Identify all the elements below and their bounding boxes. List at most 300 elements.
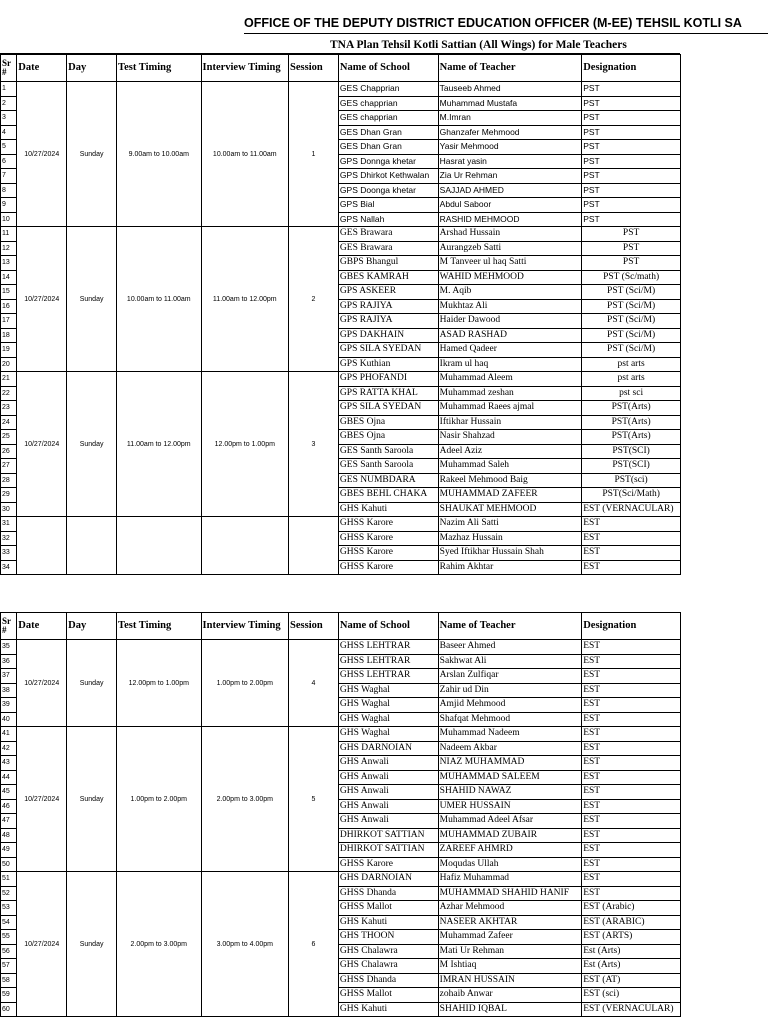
school-cell: GPS Bial: [338, 198, 438, 213]
designation-cell: PST: [582, 111, 681, 126]
sr-cell: 44: [1, 770, 17, 785]
designation-cell: PST: [582, 125, 681, 140]
school-cell: GHS DARNOIAN: [338, 741, 438, 756]
school-cell: GHSS Karore: [338, 531, 438, 546]
designation-cell: EST (ARABIC): [582, 915, 681, 930]
sr-cell: 1: [1, 82, 17, 97]
designation-cell: PST: [582, 198, 681, 213]
day-cell: Sunday: [67, 727, 117, 872]
teacher-cell: Rahim Akhtar: [438, 560, 582, 575]
header-day: Day: [67, 55, 117, 82]
teacher-cell: Rakeel Mehmood Baig: [438, 473, 582, 488]
header-school: Name of School: [338, 55, 438, 82]
designation-cell: PST(Arts): [582, 430, 681, 445]
school-cell: GHS Kahuti: [338, 1002, 438, 1017]
designation-cell: Est (Arts): [582, 959, 681, 974]
designation-cell: PST(SCI): [582, 459, 681, 474]
header-sr: Sr #: [1, 613, 17, 640]
school-cell: DHIRKOT SATTIAN: [338, 843, 438, 858]
day-cell: Sunday: [67, 227, 117, 372]
teacher-cell: Azhar Mehmood: [438, 901, 582, 916]
school-cell: GES Chapprian: [338, 82, 438, 97]
day-cell: [67, 517, 117, 575]
designation-cell: EST: [582, 546, 681, 561]
sr-cell: 42: [1, 741, 17, 756]
designation-cell: PST: [582, 96, 681, 111]
sr-cell: 60: [1, 1002, 17, 1017]
teacher-cell: M Tanveer ul haq Satti: [438, 256, 582, 271]
sr-cell: 23: [1, 401, 17, 416]
teacher-cell: UMER HUSSAIN: [438, 799, 582, 814]
school-cell: GBES Ojna: [338, 430, 438, 445]
teacher-cell: Shafqat Mehmood: [438, 712, 582, 727]
date-cell: 10/27/2024: [17, 227, 67, 372]
sr-cell: 5: [1, 140, 17, 155]
test-timing-cell: 12.00pm to 1.00pm: [117, 640, 201, 727]
school-cell: GPS Doonga khetar: [338, 183, 438, 198]
teacher-cell: Zahir ud Din: [438, 683, 582, 698]
schedule-table-page-1: [0, 54, 681, 575]
teacher-cell: SAJJAD AHMED: [438, 183, 582, 198]
table-row: [1, 872, 681, 887]
sr-cell: 11: [1, 227, 17, 242]
sr-cell: 35: [1, 640, 17, 655]
table-row: [1, 517, 681, 532]
header-test-timing: Test Timing: [117, 55, 201, 82]
sr-cell: 20: [1, 357, 17, 372]
teacher-cell: Nadeem Akbar: [438, 741, 582, 756]
header-teacher: Name of Teacher: [438, 613, 582, 640]
sr-cell: 52: [1, 886, 17, 901]
designation-cell: EST: [582, 669, 681, 684]
designation-cell: EST: [582, 770, 681, 785]
designation-cell: EST: [582, 698, 681, 713]
sr-cell: 31: [1, 517, 17, 532]
teacher-cell: M. Aqib: [438, 285, 582, 300]
day-cell: Sunday: [67, 372, 117, 517]
designation-cell: PST: [582, 154, 681, 169]
date-cell: 10/27/2024: [17, 372, 67, 517]
school-cell: GES Dhan Gran: [338, 140, 438, 155]
header-date: Date: [17, 613, 67, 640]
date-cell: [17, 517, 67, 575]
school-cell: GHSS Mallot: [338, 988, 438, 1003]
sr-cell: 18: [1, 328, 17, 343]
header-designation: Designation: [582, 55, 681, 82]
school-cell: GHS Kahuti: [338, 502, 438, 517]
designation-cell: EST (ARTS): [582, 930, 681, 945]
school-cell: GPS SILA SYEDAN: [338, 343, 438, 358]
teacher-cell: Muhammad Zafeer: [438, 930, 582, 945]
designation-cell: PST: [582, 256, 681, 271]
school-cell: GPS RATTA KHAL: [338, 386, 438, 401]
sr-cell: 34: [1, 560, 17, 575]
test-timing-cell: [117, 517, 201, 575]
sr-cell: 36: [1, 654, 17, 669]
session-cell: 1: [289, 82, 339, 227]
table-row: [1, 227, 681, 242]
test-timing-cell: 2.00pm to 3.00pm: [117, 872, 201, 1017]
sr-cell: 39: [1, 698, 17, 713]
designation-cell: EST: [582, 727, 681, 742]
test-timing-cell: 9.00am to 10.00am: [117, 82, 201, 227]
school-cell: GHSS Karore: [338, 546, 438, 561]
designation-cell: PST: [582, 140, 681, 155]
teacher-cell: Ikram ul haq: [438, 357, 582, 372]
school-cell: GHS Waghal: [338, 698, 438, 713]
table-row: [1, 640, 681, 655]
interview-timing-cell: 3.00pm to 4.00pm: [201, 872, 289, 1017]
teacher-cell: ZAREEF AHMRD: [438, 843, 582, 858]
school-cell: GES Brawara: [338, 241, 438, 256]
interview-timing-cell: 11.00am to 12.00pm: [201, 227, 289, 372]
sr-cell: 25: [1, 430, 17, 445]
designation-cell: EST: [582, 857, 681, 872]
sr-cell: 38: [1, 683, 17, 698]
school-cell: GPS SILA SYEDAN: [338, 401, 438, 416]
teacher-cell: Amjid Mehmood: [438, 698, 582, 713]
school-cell: GHSS LEHTRAR: [338, 669, 438, 684]
header-day: Day: [67, 613, 117, 640]
designation-cell: PST: [582, 241, 681, 256]
designation-cell: PST: [582, 212, 681, 227]
school-cell: GES Brawara: [338, 227, 438, 242]
table-header-row: [1, 613, 681, 640]
school-cell: GHS Anwali: [338, 799, 438, 814]
table-header-row: [1, 55, 681, 82]
teacher-cell: Iftikhar Hussain: [438, 415, 582, 430]
school-cell: GHS Waghal: [338, 727, 438, 742]
school-cell: GPS PHOFANDI: [338, 372, 438, 387]
designation-cell: PST (Sc/math): [582, 270, 681, 285]
school-cell: GES Santh Saroola: [338, 459, 438, 474]
teacher-cell: Arshad Hussain: [438, 227, 582, 242]
teacher-cell: Muhammad Nadeem: [438, 727, 582, 742]
school-cell: GHS Chalawra: [338, 944, 438, 959]
session-cell: [289, 517, 339, 575]
teacher-cell: Tauseeb Ahmed: [438, 82, 582, 97]
sr-cell: 40: [1, 712, 17, 727]
designation-cell: EST (VERNACULAR): [582, 1002, 681, 1017]
sr-cell: 58: [1, 973, 17, 988]
designation-cell: PST: [582, 227, 681, 242]
session-cell: 5: [289, 727, 339, 872]
sr-cell: 19: [1, 343, 17, 358]
test-timing-cell: 1.00pm to 2.00pm: [117, 727, 201, 872]
designation-cell: EST: [582, 560, 681, 575]
sr-cell: 28: [1, 473, 17, 488]
designation-cell: PST: [582, 82, 681, 97]
teacher-cell: Syed Iftikhar Hussain Shah: [438, 546, 582, 561]
day-cell: Sunday: [67, 872, 117, 1017]
school-cell: GHS Kahuti: [338, 915, 438, 930]
school-cell: GHS DARNOIAN: [338, 872, 438, 887]
teacher-cell: Ghanzafer Mehmood: [438, 125, 582, 140]
sr-cell: 24: [1, 415, 17, 430]
test-timing-cell: 10.00am to 11.00am: [117, 227, 201, 372]
teacher-cell: Muhammad Adeel Afsar: [438, 814, 582, 829]
designation-cell: EST: [582, 531, 681, 546]
teacher-cell: Hafiz Muhammad: [438, 872, 582, 887]
teacher-cell: NIAZ MUHAMMAD: [438, 756, 582, 771]
designation-cell: PST: [582, 169, 681, 184]
school-cell: GBES Ojna: [338, 415, 438, 430]
teacher-cell: SHAHID NAWAZ: [438, 785, 582, 800]
header-interview-timing: Interview Timing: [201, 55, 289, 82]
teacher-cell: Aurangzeb Satti: [438, 241, 582, 256]
sr-cell: 16: [1, 299, 17, 314]
school-cell: GBES KAMRAH: [338, 270, 438, 285]
designation-cell: EST: [582, 683, 681, 698]
header-designation: Designation: [582, 613, 681, 640]
school-cell: GHS Anwali: [338, 814, 438, 829]
designation-cell: PST(SCI): [582, 444, 681, 459]
teacher-cell: RASHID MEHMOOD: [438, 212, 582, 227]
teacher-cell: Arslan Zulfiqar: [438, 669, 582, 684]
school-cell: GPS DAKHAIN: [338, 328, 438, 343]
school-cell: GPS ASKEER: [338, 285, 438, 300]
sr-cell: 17: [1, 314, 17, 329]
school-cell: GHS Anwali: [338, 756, 438, 771]
sr-cell: 49: [1, 843, 17, 858]
teacher-cell: SHAUKAT MEHMOOD: [438, 502, 582, 517]
sr-cell: 2: [1, 96, 17, 111]
designation-cell: EST: [582, 872, 681, 887]
teacher-cell: Mukhtaz Ali: [438, 299, 582, 314]
designation-cell: pst arts: [582, 357, 681, 372]
school-cell: GHS Waghal: [338, 712, 438, 727]
teacher-cell: Haider Dawood: [438, 314, 582, 329]
designation-cell: EST (sci): [582, 988, 681, 1003]
session-cell: 4: [289, 640, 339, 727]
page-gap: [0, 576, 768, 612]
date-cell: 10/27/2024: [17, 872, 67, 1017]
teacher-cell: Muhammad Saleh: [438, 459, 582, 474]
teacher-cell: Mati Ur Rehman: [438, 944, 582, 959]
sr-cell: 26: [1, 444, 17, 459]
school-cell: GHS Anwali: [338, 785, 438, 800]
interview-timing-cell: [201, 517, 289, 575]
designation-cell: EST (VERNACULAR): [582, 502, 681, 517]
sr-cell: 21: [1, 372, 17, 387]
teacher-cell: Sakhwat Ali: [438, 654, 582, 669]
sr-cell: 30: [1, 502, 17, 517]
school-cell: GES NUMBDARA: [338, 473, 438, 488]
header-test-timing: Test Timing: [117, 613, 201, 640]
teacher-cell: Abdul Saboor: [438, 198, 582, 213]
sr-cell: 57: [1, 959, 17, 974]
designation-cell: PST(Sci/Math): [582, 488, 681, 503]
school-cell: GHSS Dhanda: [338, 973, 438, 988]
sr-cell: 55: [1, 930, 17, 945]
designation-cell: PST(sci): [582, 473, 681, 488]
sr-cell: 22: [1, 386, 17, 401]
designation-cell: EST: [582, 712, 681, 727]
sr-cell: 13: [1, 256, 17, 271]
teacher-cell: Hasrat yasin: [438, 154, 582, 169]
school-cell: GBES BEHL CHAKA: [338, 488, 438, 503]
designation-cell: EST: [582, 828, 681, 843]
school-cell: GHS Waghal: [338, 683, 438, 698]
school-cell: GPS Nallah: [338, 212, 438, 227]
date-cell: 10/27/2024: [17, 82, 67, 227]
school-cell: GES chapprian: [338, 96, 438, 111]
header-school: Name of School: [338, 613, 438, 640]
school-cell: GES Dhan Gran: [338, 125, 438, 140]
sr-cell: 37: [1, 669, 17, 684]
designation-cell: PST (Sci/M): [582, 285, 681, 300]
school-cell: GPS RAJIYA: [338, 299, 438, 314]
school-cell: DHIRKOT SATTIAN: [338, 828, 438, 843]
designation-cell: PST (Sci/M): [582, 343, 681, 358]
teacher-cell: MUHAMMAD ZAFEER: [438, 488, 582, 503]
teacher-cell: Mazhaz Hussain: [438, 531, 582, 546]
designation-cell: EST: [582, 785, 681, 800]
table-row: [1, 82, 681, 97]
school-cell: GHS THOON: [338, 930, 438, 945]
interview-timing-cell: 1.00pm to 2.00pm: [201, 640, 289, 727]
designation-cell: EST: [582, 640, 681, 655]
school-cell: GHSS LEHTRAR: [338, 654, 438, 669]
sr-cell: 43: [1, 756, 17, 771]
teacher-cell: Muhammad Mustafa: [438, 96, 582, 111]
day-cell: Sunday: [67, 82, 117, 227]
sr-cell: 50: [1, 857, 17, 872]
teacher-cell: Muhammad zeshan: [438, 386, 582, 401]
designation-cell: EST (Arabic): [582, 901, 681, 916]
sr-cell: 46: [1, 799, 17, 814]
interview-timing-cell: 12.00pm to 1.00pm: [201, 372, 289, 517]
document-title: OFFICE OF THE DEPUTY DISTRICT EDUCATION OFFICER (M-EE) TEHSIL KOTLI SA: [244, 16, 742, 30]
header-interview-timing: Interview Timing: [201, 613, 289, 640]
sr-cell: 6: [1, 154, 17, 169]
school-cell: GPS RAJIYA: [338, 314, 438, 329]
sr-cell: 29: [1, 488, 17, 503]
sr-cell: 54: [1, 915, 17, 930]
header-sr: Sr #: [1, 55, 17, 82]
sr-cell: 7: [1, 169, 17, 184]
school-cell: GHS Chalawra: [338, 959, 438, 974]
sr-cell: 27: [1, 459, 17, 474]
designation-cell: pst sci: [582, 386, 681, 401]
sr-cell: 9: [1, 198, 17, 213]
sr-cell: 59: [1, 988, 17, 1003]
designation-cell: PST (Sci/M): [582, 299, 681, 314]
teacher-cell: WAHID MEHMOOD: [438, 270, 582, 285]
sr-cell: 8: [1, 183, 17, 198]
teacher-cell: MUHAMMAD SHAHID HANIF: [438, 886, 582, 901]
header-date: Date: [17, 55, 67, 82]
designation-cell: EST: [582, 886, 681, 901]
school-cell: GHSS Mallot: [338, 901, 438, 916]
teacher-cell: Muhammad Aleem: [438, 372, 582, 387]
teacher-cell: Baseer Ahmed: [438, 640, 582, 655]
teacher-cell: Nasir Shahzad: [438, 430, 582, 445]
designation-cell: EST: [582, 756, 681, 771]
school-cell: GHS Anwali: [338, 770, 438, 785]
school-cell: GPS Donnga khetar: [338, 154, 438, 169]
teacher-cell: Moqudas Ullah: [438, 857, 582, 872]
designation-cell: PST (Sci/M): [582, 314, 681, 329]
teacher-cell: Hamed Qadeer: [438, 343, 582, 358]
school-cell: GBPS Bhangul: [338, 256, 438, 271]
sr-cell: 45: [1, 785, 17, 800]
school-cell: GHSS Karore: [338, 560, 438, 575]
sr-cell: 33: [1, 546, 17, 561]
sr-cell: 4: [1, 125, 17, 140]
session-cell: 3: [289, 372, 339, 517]
designation-cell: EST: [582, 741, 681, 756]
session-cell: 6: [289, 872, 339, 1017]
sr-cell: 47: [1, 814, 17, 829]
teacher-cell: MUHAMMAD ZUBAIR: [438, 828, 582, 843]
title-divider: [244, 33, 768, 34]
designation-cell: EST: [582, 517, 681, 532]
interview-timing-cell: 10.00am to 11.00am: [201, 82, 289, 227]
teacher-cell: Yasir Mehmood: [438, 140, 582, 155]
sr-cell: 3: [1, 111, 17, 126]
teacher-cell: Adeel Aziz: [438, 444, 582, 459]
sr-cell: 12: [1, 241, 17, 256]
document-subtitle: TNA Plan Tehsil Kotli Sattian (All Wings) for Male Teachers: [330, 39, 627, 51]
school-cell: GPS Kuthian: [338, 357, 438, 372]
teacher-cell: Zia Ur Rehman: [438, 169, 582, 184]
header-teacher: Name of Teacher: [438, 55, 582, 82]
teacher-cell: NASEER AKHTAR: [438, 915, 582, 930]
sr-cell: 53: [1, 901, 17, 916]
teacher-cell: Muhammad Raees ajmal: [438, 401, 582, 416]
designation-cell: EST: [582, 799, 681, 814]
session-cell: 2: [289, 227, 339, 372]
date-cell: 10/27/2024: [17, 727, 67, 872]
school-cell: GES chapprian: [338, 111, 438, 126]
designation-cell: PST (Sci/M): [582, 328, 681, 343]
sr-cell: 41: [1, 727, 17, 742]
schedule-table-page-2: [0, 612, 681, 1017]
day-cell: Sunday: [67, 640, 117, 727]
sr-cell: 10: [1, 212, 17, 227]
sr-cell: 51: [1, 872, 17, 887]
sr-cell: 56: [1, 944, 17, 959]
school-cell: GHSS Dhanda: [338, 886, 438, 901]
school-cell: GHSS Karore: [338, 857, 438, 872]
teacher-cell: Nazim Ali Satti: [438, 517, 582, 532]
teacher-cell: MUHAMMAD SALEEM: [438, 770, 582, 785]
designation-cell: EST (AT): [582, 973, 681, 988]
test-timing-cell: 11.00am to 12.00pm: [117, 372, 201, 517]
date-cell: 10/27/2024: [17, 640, 67, 727]
school-cell: GPS Dhirkot Kethwalan: [338, 169, 438, 184]
sr-cell: 32: [1, 531, 17, 546]
table-row: [1, 727, 681, 742]
teacher-cell: ASAD RASHAD: [438, 328, 582, 343]
header-session: Session: [289, 613, 339, 640]
school-cell: GES Santh Saroola: [338, 444, 438, 459]
interview-timing-cell: 2.00pm to 3.00pm: [201, 727, 289, 872]
teacher-cell: M.Imran: [438, 111, 582, 126]
teacher-cell: zohaib Anwar: [438, 988, 582, 1003]
designation-cell: EST: [582, 814, 681, 829]
designation-cell: EST: [582, 843, 681, 858]
designation-cell: PST(Arts): [582, 401, 681, 416]
sr-cell: 14: [1, 270, 17, 285]
designation-cell: Est (Arts): [582, 944, 681, 959]
sr-cell: 15: [1, 285, 17, 300]
school-cell: GHSS LEHTRAR: [338, 640, 438, 655]
designation-cell: PST: [582, 183, 681, 198]
header-session: Session: [289, 55, 339, 82]
teacher-cell: IMRAN HUSSAIN: [438, 973, 582, 988]
